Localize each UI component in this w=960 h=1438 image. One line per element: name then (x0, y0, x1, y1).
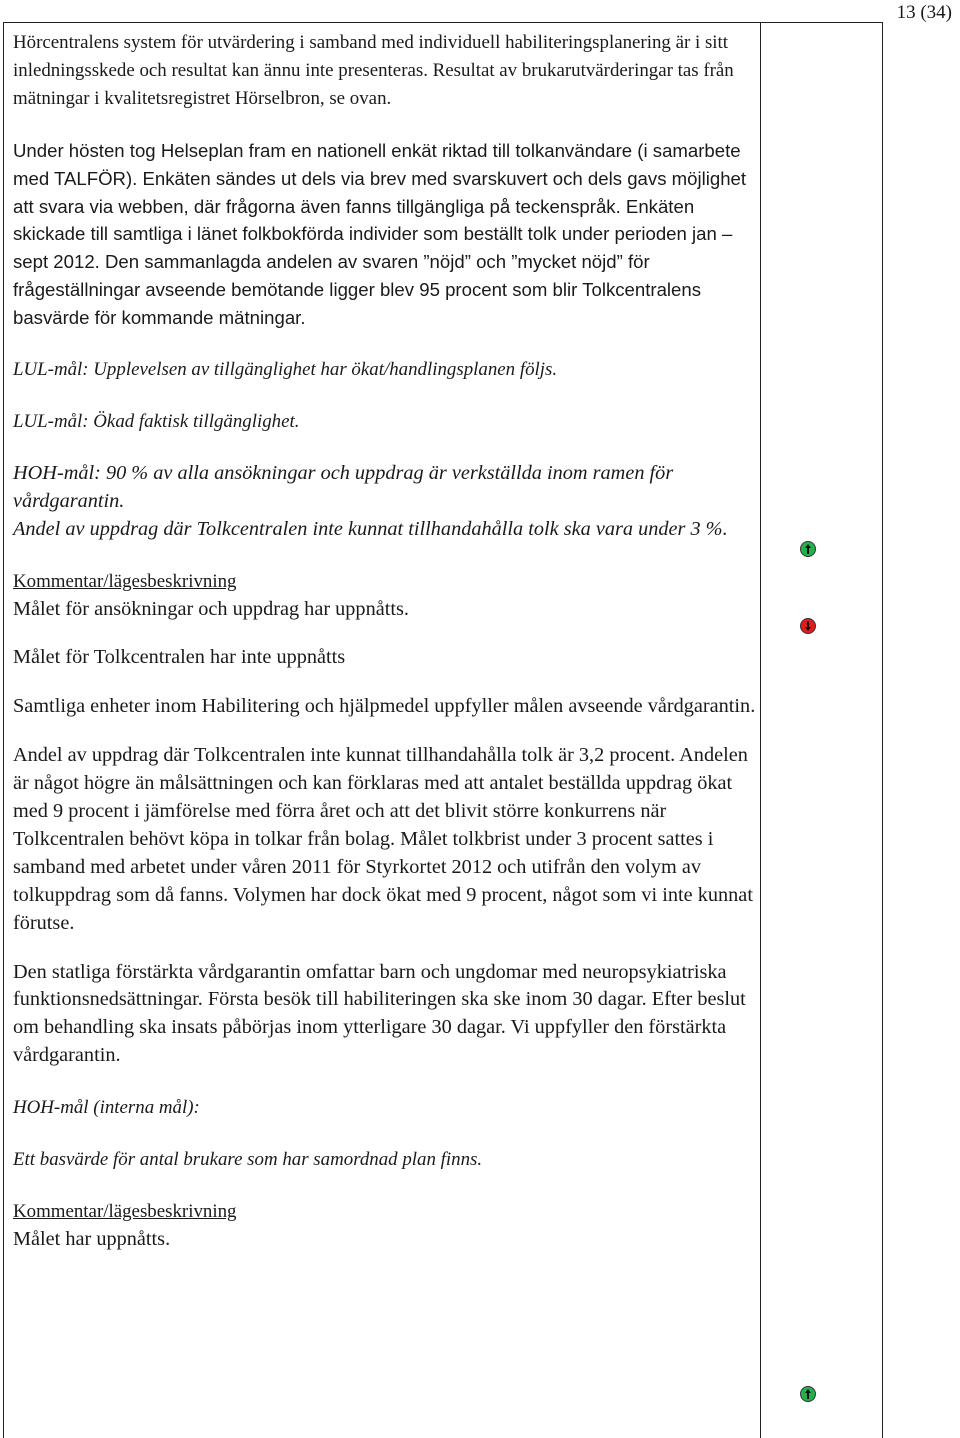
hoh-internal-goal: Ett basvärde för antal brukare som har samordnad plan finns. (13, 1149, 483, 1171)
comment-state-care-guarantee: Den statliga förstärkta vårdgarantin omfattar barn och ungdomar med neuropsykiatriska funktionsnedsättningar. Första besök till habiliteringen ska ske inom 30 dagar. Efter beslut om behandling ska insats påbörjas inom ytterligare 30 dagar. Vi uppfyller den förstärkta vårdgarantin. (13, 960, 746, 1067)
hoh-internal-heading: HOH-mål (interna mål): (13, 1097, 200, 1119)
comment-interpreter-not-achieved: Målet för Tolkcentralen har inte uppnåtts (13, 646, 346, 669)
green-up-arrow-icon (800, 541, 816, 557)
lul-goal-actual-accessibility: LUL-mål: Ökad faktisk tillgänglighet. (13, 410, 300, 432)
comment-applications-achieved: Målet för ansökningar och uppdrag har uppnåtts. (13, 597, 409, 620)
main-text-column (13, 29, 758, 1254)
column-divider (760, 22, 761, 1438)
paragraph-survey: Under hösten tog Helseplan fram en nationell enkät riktad till tolkanvändare (i samarbete med TALFÖR). Enkäten sändes ut dels via brev med svarskuvert och dels gavs möjlighet att svara via webben, där frågorna även fanns tillgängliga på teckenspråk. Enkäten skickade till samtliga i länet folkbokförda individer som beställt tolk under perioden jan – sept 2012. Den sammanlagda andelen av svaren ”nöjd” och ”mycket nöjd” för frågeställningar avseende bemötande ligger blev 95 procent som blir Tolkcentralens basvärde för kommande mätningar. (13, 139, 747, 329)
comment-goal-achieved: Målet har uppnåtts. (13, 1227, 171, 1250)
comment-interpreter-explanation: Andel av uppdrag där Tolkcentralen inte kunnat tillhandahålla tolk är 3,2 procent. Andelen är något högre än målsättningen och kan förklaras med att antalet beställda uppdrag ökat med 9 procent i jämförelse med förra året och att det blivit större konkurrens när Tolkcentralen behövt köpa in tolkar från bolag. Målet tolkbrist under 3 procent sattes i samband med arbetet under våren 2011 för Styrkortet 2012 och utifrån den volym av tolkuppdrag som då fanns. Volymen har dock ökat med 9 procent, något som vi inte kunnat förutse. (13, 744, 753, 934)
paragraph-evaluation-system: Hörcentralens system för utvärdering i samband med individuell habiliteringsplanering är i sitt inledningsskede och resultat kan ännu inte presenteras. Resultat av brukarutvärderingar tas från mätningar i kvalitetsregistret Hörselbron, se ovan. (13, 32, 734, 109)
lul-goal-accessibility-experience: LUL-mål: Upplevelsen av tillgänglighet har ökat/handlingsplanen följs. (13, 359, 558, 381)
comment-heading-2: Kommentar/lägesbeskrivning (13, 1201, 237, 1222)
hoh-goal-care-guarantee: HOH-mål: 90 % av alla ansökningar och uppdrag är verkställda inom ramen för vårdgarantin. (13, 461, 674, 512)
green-up-arrow-icon (800, 1386, 816, 1402)
page-number: 13 (34) (896, 2, 952, 23)
comment-heading: Kommentar/lägesbeskrivning (13, 570, 237, 592)
red-down-arrow-icon (800, 618, 816, 634)
hoh-goal-interpreter-share: Andel av uppdrag där Tolkcentralen inte kunnat tillhandahålla tolk ska vara under 3 %. (13, 517, 728, 540)
comment-units-care-guarantee: Samtliga enheter inom Habilitering och hjälpmedel uppfyller målen avseende vårdgarantin. (13, 695, 756, 718)
